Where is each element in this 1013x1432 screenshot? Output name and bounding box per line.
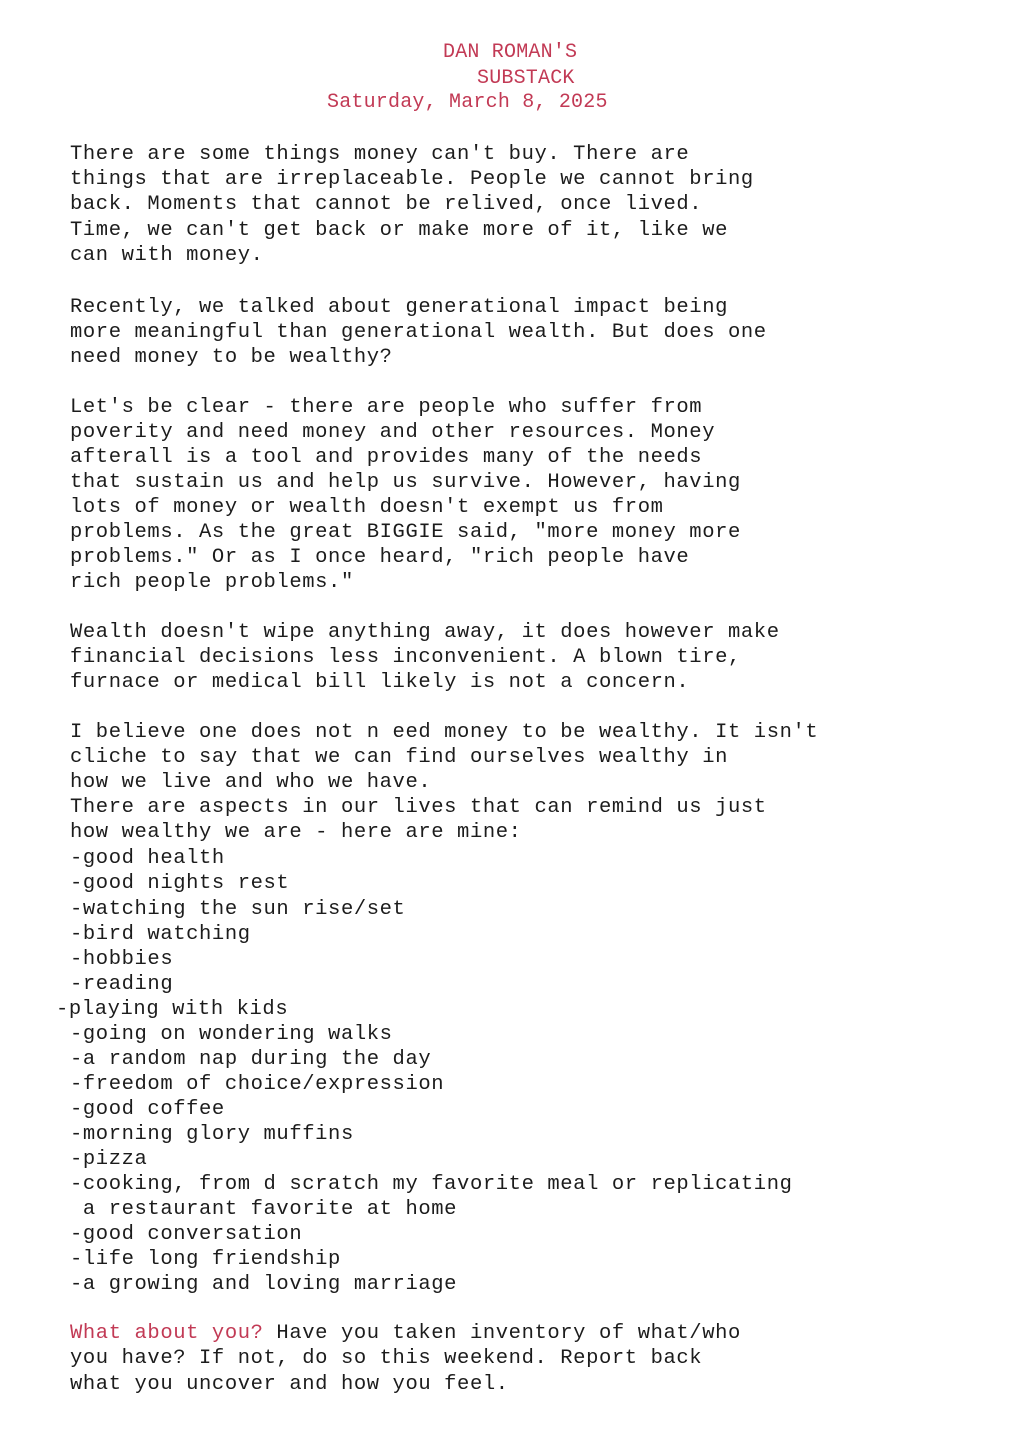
paragraph-1-line-2: things that are irreplaceable. People we cannot bring — [70, 168, 754, 191]
list-item: -good coffee — [70, 1098, 225, 1121]
list-item: -good nights rest — [70, 872, 290, 895]
paragraph-2-line-1: Recently, we talked about generational impact being — [70, 296, 729, 319]
list-item: -life long friendship — [70, 1248, 341, 1271]
closing-line-1 — [70, 1321, 741, 1346]
list-item: -good conversation — [70, 1223, 303, 1246]
list-item: -bird watching — [70, 923, 251, 946]
closing-line-3: what you uncover and how you feel. — [70, 1373, 509, 1396]
paragraph-3-line-1: Let's be clear - there are people who suffer from — [70, 396, 703, 419]
paragraph-5-line-1: I believe one does not n eed money to be wealthy. It isn't — [70, 721, 819, 744]
masthead-author: DAN ROMAN'S — [443, 41, 578, 64]
paragraph-3-line-8: rich people problems." — [70, 571, 354, 594]
masthead-publication: SUBSTACK — [477, 67, 575, 90]
list-item: -playing with kids — [56, 998, 289, 1021]
paragraph-3-line-7: problems." Or as I once heard, "rich people have — [70, 546, 690, 569]
list-item: -pizza — [70, 1148, 148, 1171]
paragraph-3-line-6: problems. As the great BIGGIE said, "more money more — [70, 521, 741, 544]
closing-question: What about you? — [70, 1322, 264, 1345]
closing-line-1-rest: Have you taken inventory of what/who — [263, 1322, 741, 1345]
paragraph-3-line-3: afterall is a tool and provides many of the needs — [70, 446, 703, 469]
list-item: -cooking, from d scratch my favorite meal or replicating — [70, 1173, 793, 1196]
masthead-date: Saturday, March 8, 2025 — [327, 91, 608, 114]
list-item: -hobbies — [70, 948, 174, 971]
list-item: -a random nap during the day — [70, 1048, 432, 1071]
paragraph-3-line-4: that sustain us and help us survive. However, having — [70, 471, 741, 494]
paragraph-5-line-5: how wealthy we are - here are mine: — [70, 821, 522, 844]
paragraph-5-line-2: cliche to say that we can find ourselves wealthy in — [70, 746, 729, 769]
list-item: -reading — [70, 973, 174, 996]
list-item: -going on wondering walks — [70, 1023, 393, 1046]
paragraph-2-line-3: need money to be wealthy? — [70, 346, 393, 369]
list-item: -good health — [70, 847, 225, 870]
list-item: a restaurant favorite at home — [70, 1198, 458, 1221]
paragraph-4-line-3: furnace or medical bill likely is not a concern. — [70, 671, 690, 694]
closing-line-2: you have? If not, do so this weekend. Report back — [70, 1347, 703, 1370]
paragraph-1-line-3: back. Moments that cannot be relived, once lived. — [70, 193, 703, 216]
paragraph-5-line-4: There are aspects in our lives that can remind us just — [70, 796, 767, 819]
list-item: -freedom of choice/expression — [70, 1073, 445, 1096]
paragraph-4-line-2: financial decisions less inconvenient. A blown tire, — [70, 646, 741, 669]
paragraph-3-line-2: poverity and need money and other resources. Money — [70, 421, 716, 444]
paragraph-5-line-3: how we live and who we have. — [70, 771, 432, 794]
paragraph-2-line-2: more meaningful than generational wealth. But does one — [70, 321, 767, 344]
paragraph-1-line-5: can with money. — [70, 244, 264, 267]
list-item: -morning glory muffins — [70, 1123, 354, 1146]
paragraph-3-line-5: lots of money or wealth doesn't exempt us from — [70, 496, 664, 519]
paragraph-1-line-4: Time, we can't get back or make more of it, like we — [70, 219, 729, 242]
list-item: -watching the sun rise/set — [70, 898, 406, 921]
paragraph-1-line-1: There are some things money can't buy. There are — [70, 143, 690, 166]
paragraph-4-line-1: Wealth doesn't wipe anything away, it does however make — [70, 621, 780, 644]
list-item: -a growing and loving marriage — [70, 1273, 458, 1296]
